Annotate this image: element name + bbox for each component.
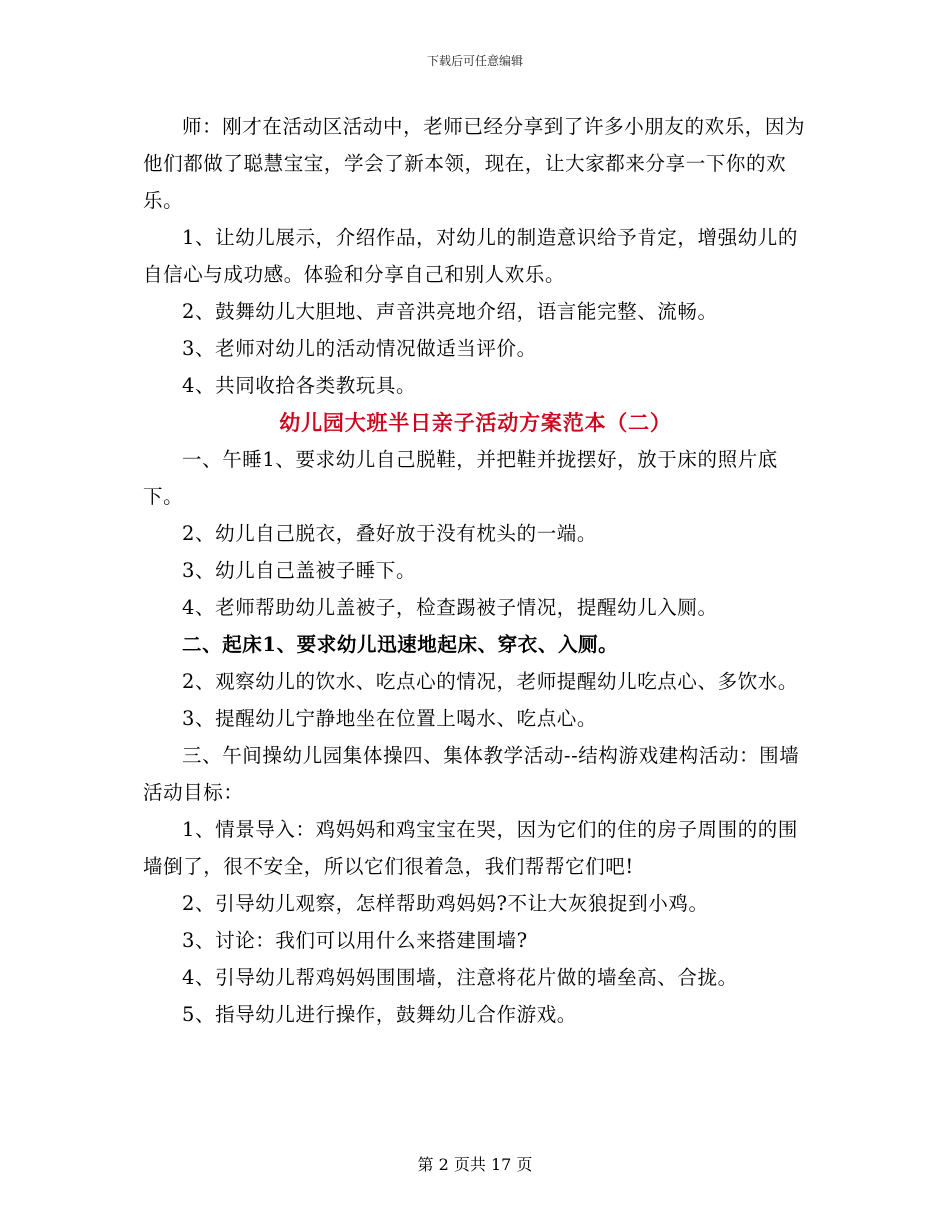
- paragraph-step-4: 4、共同收拾各类教玩具。: [182, 374, 417, 397]
- page-footer: 第 2 页共 17 页: [417, 1155, 533, 1174]
- document-body: [143, 108, 808, 1033]
- section-title: 幼儿园大班半日亲子活动方案范本（二）: [279, 410, 672, 435]
- paragraph-step-1: 1、让幼儿展示，介绍作品，对幼儿的制造意识给予肯定，增强幼儿的自信心与成功感。体验和分享自己和别人欢乐。: [143, 226, 799, 286]
- paragraph-wakeup-2: 2、观察幼儿的饮水、吃点心的情况，老师提醒幼儿吃点心、多饮水。: [182, 670, 799, 693]
- paragraph-activity-5: 5、指导幼儿进行操作，鼓舞幼儿合作游戏。: [182, 1003, 577, 1026]
- paragraph-wakeup-3: 3、提醒幼儿宁静地坐在位置上喝水、吃点心。: [182, 707, 598, 730]
- paragraph-step-3: 3、老师对幼儿的活动情况做适当评价。: [182, 337, 537, 360]
- paragraph-nap-1: 一、午睡1、要求幼儿自己脱鞋，并把鞋并拢摆好，放于床的照片底下。: [143, 448, 778, 508]
- paragraph-activity-3: 3、讨论：我们可以用什么来搭建围墙?: [182, 929, 528, 952]
- paragraph-activity-1: 1、情景导入：鸡妈妈和鸡宝宝在哭，因为它们的住的房子周围的的围墙倒了，很不安全，所以它们很着急，我们帮帮它们吧!: [143, 818, 799, 878]
- paragraph-activity-2: 2、引导幼儿观察，怎样帮助鸡妈妈?不让大灰狼捉到小鸡。: [182, 892, 709, 915]
- paragraph-nap-4: 4、老师帮助幼儿盖被子，检查踢被子情况，提醒幼儿入厕。: [182, 596, 718, 619]
- page-header: 下载后可任意编辑: [426, 54, 523, 68]
- paragraph-nap-2: 2、幼儿自己脱衣，叠好放于没有枕头的一端。: [182, 522, 598, 545]
- paragraph-activity-intro: 三、午间操幼儿园集体操四、集体教学活动--结构游戏建构活动：围墙活动目标：: [143, 744, 800, 804]
- paragraph-activity-4: 4、引导幼儿帮鸡妈妈围围墙，注意将花片做的墙垒高、合拢。: [182, 966, 738, 989]
- paragraph-nap-3: 3、幼儿自己盖被子睡下。: [182, 559, 417, 582]
- paragraph-step-2: 2、鼓舞幼儿大胆地、声音洪亮地介绍，语言能完整、流畅。: [182, 300, 718, 323]
- paragraph-teacher-intro: 师：刚才在活动区活动中，老师已经分享到了许多小朋友的欢乐，因为他们都做了聪慧宝宝，学会了新本领，现在，让大家都来分享一下你的欢乐。: [143, 115, 806, 212]
- paragraph-wakeup-1: 二、起床1、要求幼儿迅速地起床、穿衣、入厕。: [182, 633, 619, 656]
